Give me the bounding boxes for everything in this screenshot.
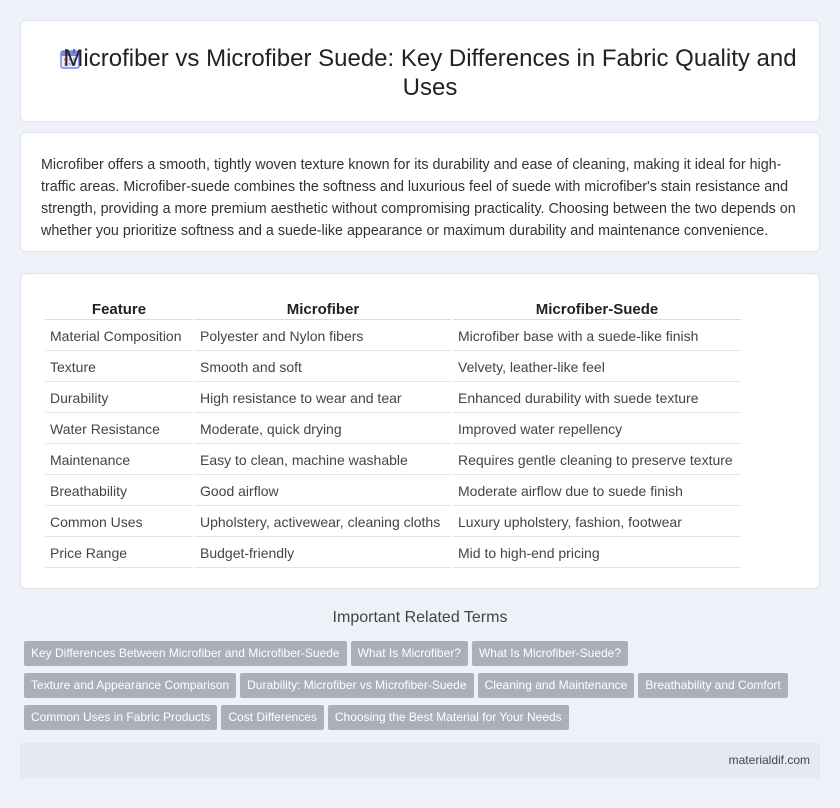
cell-microfiber-suede: Luxury upholstery, fashion, footwear bbox=[453, 508, 741, 537]
page-title: Microfiber vs Microfiber Suede: Key Differences in Fabric Quality and Uses bbox=[63, 45, 797, 101]
cell-feature: Maintenance bbox=[45, 446, 193, 475]
tag-cleaning-maintenance[interactable]: Cleaning and Maintenance bbox=[478, 673, 635, 698]
cell-feature: Price Range bbox=[45, 539, 193, 568]
intro-text: Microfiber offers a smooth, tightly woven texture known for its durability and ease of cleaning, making it ideal for high-traffic areas. Microfiber-suede combines the softness and luxurious feel of suede with microfiber's stain resistance and strength, providing a more premium aesthetic without compromising practicality. Choosing between the two depends on whether you prioritize softness and a suede-like appearance or maximum durability and maintenance convenience. bbox=[41, 157, 796, 239]
table-row bbox=[45, 384, 741, 413]
cell-microfiber-suede: Moderate airflow due to suede finish bbox=[453, 477, 741, 506]
cell-microfiber-suede: Enhanced durability with suede texture bbox=[453, 384, 741, 413]
tag-row bbox=[24, 673, 824, 698]
header-card bbox=[20, 20, 820, 122]
table-row bbox=[45, 508, 741, 537]
tag-what-is-microfiber[interactable]: What Is Microfiber? bbox=[351, 641, 468, 666]
table-row bbox=[45, 415, 741, 444]
table-row bbox=[45, 446, 741, 475]
cell-feature: Texture bbox=[45, 353, 193, 382]
tag-breathability-comfort[interactable]: Breathability and Comfort bbox=[638, 673, 787, 698]
header-microfiber: Microfiber bbox=[195, 296, 451, 320]
cell-microfiber: Easy to clean, machine washable bbox=[195, 446, 451, 475]
related-terms-title: Important Related Terms bbox=[332, 609, 508, 626]
cell-feature: Common Uses bbox=[45, 508, 193, 537]
cell-feature: Material Composition bbox=[45, 322, 193, 351]
tag-texture-appearance[interactable]: Texture and Appearance Comparison bbox=[24, 673, 236, 698]
header-feature: Feature bbox=[45, 296, 193, 320]
cell-microfiber-suede: Microfiber base with a suede-like finish bbox=[453, 322, 741, 351]
tag-cost-differences[interactable]: Cost Differences bbox=[221, 705, 323, 730]
tag-what-is-microfiber-suede[interactable]: What Is Microfiber-Suede? bbox=[472, 641, 628, 666]
table-row bbox=[45, 353, 741, 382]
cell-microfiber-suede: Mid to high-end pricing bbox=[453, 539, 741, 568]
tag-durability[interactable]: Durability: Microfiber vs Microfiber-Suede bbox=[240, 673, 473, 698]
footer bbox=[20, 743, 820, 778]
tag-key-differences[interactable]: Key Differences Between Microfiber and Microfiber-Suede bbox=[24, 641, 347, 666]
tag-choosing-best-material[interactable]: Choosing the Best Material for Your Needs bbox=[328, 705, 569, 730]
table-row bbox=[45, 539, 741, 568]
comparison-table-card bbox=[20, 273, 820, 589]
table-row bbox=[45, 322, 741, 351]
tag-row bbox=[24, 705, 824, 730]
intro-card bbox=[20, 132, 820, 252]
cell-feature: Durability bbox=[45, 384, 193, 413]
cell-microfiber: High resistance to wear and tear bbox=[195, 384, 451, 413]
cell-feature: Breathability bbox=[45, 477, 193, 506]
tag-row bbox=[24, 641, 824, 666]
cell-microfiber-suede: Improved water repellency bbox=[453, 415, 741, 444]
table-row bbox=[45, 477, 741, 506]
table-header-row bbox=[45, 296, 741, 320]
cell-microfiber-suede: Requires gentle cleaning to preserve texture bbox=[453, 446, 741, 475]
cell-microfiber: Good airflow bbox=[195, 477, 451, 506]
cell-microfiber-suede: Velvety, leather-like feel bbox=[453, 353, 741, 382]
footer-site[interactable]: materialdif.com bbox=[728, 753, 810, 767]
comparison-table bbox=[43, 294, 743, 570]
cell-microfiber: Upholstery, activewear, cleaning cloths bbox=[195, 508, 451, 537]
header-microfiber-suede: Microfiber-Suede bbox=[453, 296, 741, 320]
cell-microfiber: Moderate, quick drying bbox=[195, 415, 451, 444]
cell-microfiber: Polyester and Nylon fibers bbox=[195, 322, 451, 351]
tag-common-uses[interactable]: Common Uses in Fabric Products bbox=[24, 705, 217, 730]
cell-microfiber: Smooth and soft bbox=[195, 353, 451, 382]
cell-microfiber: Budget-friendly bbox=[195, 539, 451, 568]
cell-feature: Water Resistance bbox=[45, 415, 193, 444]
